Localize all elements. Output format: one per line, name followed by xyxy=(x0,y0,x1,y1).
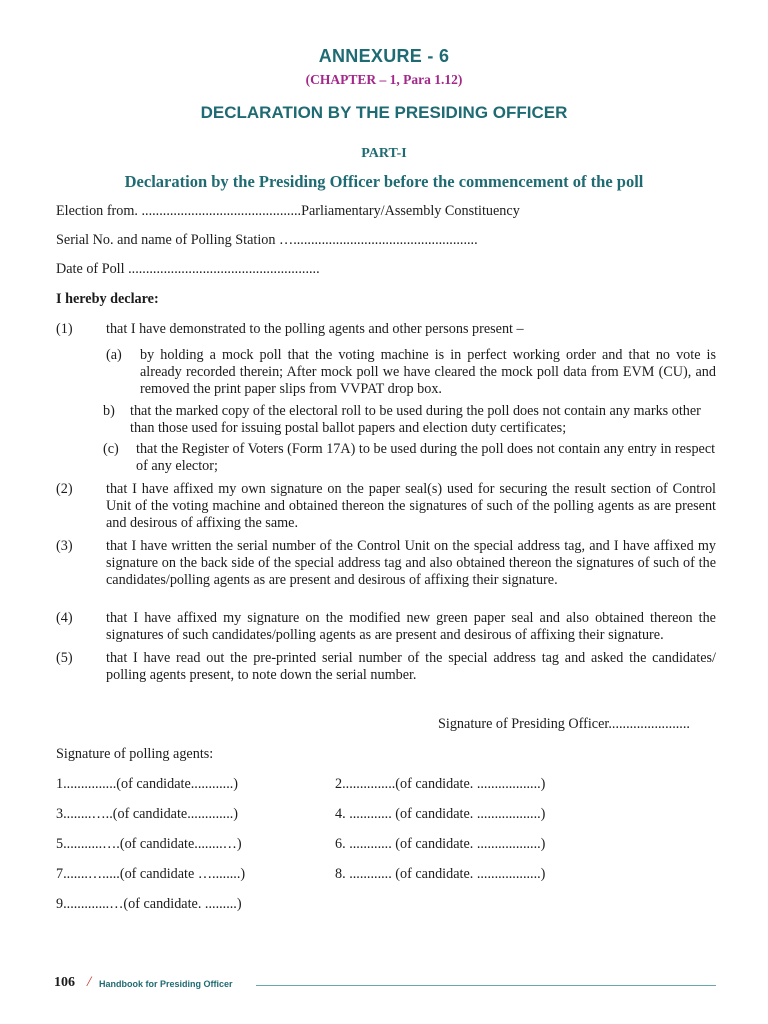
sub-item-label: (c) xyxy=(103,441,119,457)
agent-signature-line: 3........…..(of candidate.............) xyxy=(56,806,239,822)
item-text: that I have written the serial number of the Control Unit on the special address tag, and I have affixed my signature on the back side of the special address tag and also obtained thereon the signatures of such of the candidates/polling agents as are present and desirous of affixing their signature. xyxy=(106,538,716,588)
section-subtitle: Declaration by the Presiding Officer before the commencement of the poll xyxy=(124,172,644,191)
agent-signature-line: 6. ............ (of candidate. ..................) xyxy=(335,836,546,852)
item-text: that I have affixed my signature on the modified new green paper seal and also obtained thereon the signatures of such candidates/polling agents as are present and desirous of affixing their signature. xyxy=(106,610,716,643)
date-of-poll-line: Date of Poll ...................................................... xyxy=(56,261,320,277)
polling-station-line: Serial No. and name of Polling Station ….................................................... xyxy=(56,232,478,248)
presiding-officer-signature: Signature of Presiding Officer....................... xyxy=(438,716,690,732)
sub-item-label: b) xyxy=(103,403,115,419)
part-heading: PART-I xyxy=(361,146,407,161)
page-number: 106 xyxy=(54,975,75,990)
agent-signature-line: 1...............(of candidate............) xyxy=(56,776,239,792)
sub-item-label: (a) xyxy=(106,347,122,363)
item-number: (2) xyxy=(56,481,73,497)
agent-signature-line: 7.......….....(of candidate …........) xyxy=(56,866,246,882)
item-number: (3) xyxy=(56,538,73,554)
footer-rule xyxy=(256,985,716,986)
sub-item-text: by holding a mock poll that the voting machine is in perfect working order and that no vote is already recorded therein; After mock poll we have cleared the mock poll data from EVM (CU), and removed the print paper slips from VVPAT drop box. xyxy=(140,347,716,397)
agent-signature-line: 8. ............ (of candidate. ..................) xyxy=(335,866,546,882)
item-number: (4) xyxy=(56,610,73,626)
footer-handbook-title: Handbook for Presiding Officer xyxy=(99,979,233,989)
chapter-reference: (CHAPTER – 1, Para 1.12) xyxy=(305,72,463,87)
item-text: that I have affixed my own signature on the paper seal(s) used for securing the result section of Control Unit of the voting machine and obtained thereon the signatures of such of the polling agents as are present and desirous of affixing the same. xyxy=(106,481,716,531)
item-text: that I have demonstrated to the polling agents and other persons present – xyxy=(106,321,524,337)
document-title: DECLARATION BY THE PRESIDING OFFICER xyxy=(200,103,568,122)
agent-signature-line: 4. ............ (of candidate. ..................) xyxy=(335,806,546,822)
item-number: (1) xyxy=(56,321,73,337)
footer-separator: / xyxy=(87,974,92,990)
election-from-line: Election from. .............................................Parliamentary/Assembly Constituency xyxy=(56,203,520,219)
agent-signature-line: 9.............…(of candidate. .........) xyxy=(56,896,242,912)
agent-signature-line: 5...........….(of candidate........…) xyxy=(56,836,242,852)
polling-agents-label: Signature of polling agents: xyxy=(56,746,214,762)
agent-signature-line: 2...............(of candidate. ..................) xyxy=(335,776,546,792)
annexure-heading: ANNEXURE - 6 xyxy=(318,46,450,66)
sub-item-text: that the Register of Voters (Form 17A) to be used during the poll does not contain any entry in respect of any elector; xyxy=(136,441,716,474)
declare-heading: I hereby declare: xyxy=(56,291,159,307)
item-number: (5) xyxy=(56,650,73,666)
item-text: that I have read out the pre-printed serial number of the special address tag and asked the candidates/ polling agents present, to note down the serial number. xyxy=(106,650,716,683)
sub-item-text: that the marked copy of the electoral roll to be used during the poll does not contain any marks other than those used for issuing postal ballot papers and election duty certificates; xyxy=(130,403,701,436)
